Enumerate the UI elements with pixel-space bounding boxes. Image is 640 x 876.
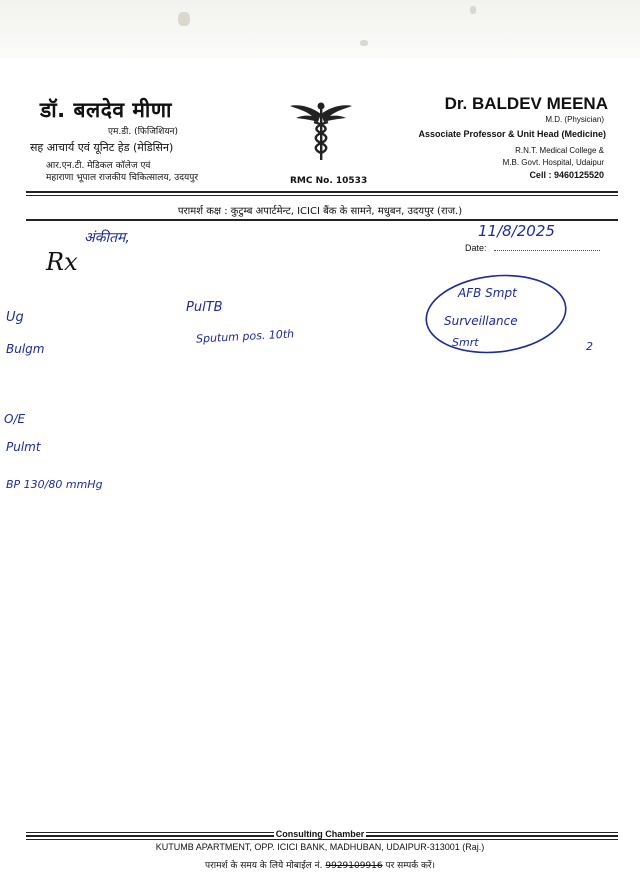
consulting-address-hindi: परामर्श कक्ष : कुटुम्ब अपार्टमेन्ट, ICICI बैंक के सामने, मधुबन, उदयपुर (राज.) <box>177 206 463 217</box>
header-rule-bottom <box>26 219 618 221</box>
consulting-chamber-label <box>0 829 640 839</box>
handwritten-note: PulTB <box>186 300 223 315</box>
handwritten-complaint: अंकीतम, <box>84 230 130 246</box>
date-line <box>494 250 600 251</box>
circled-advice-line: Smrt <box>452 336 479 349</box>
doctor-degree-hindi: एम.डी. (फिजिशियन) <box>108 127 179 137</box>
date-label: Date: <box>465 243 487 253</box>
handwritten-note: Sputum pos. 10th <box>195 327 295 346</box>
handwritten-note: Pulmt <box>6 440 41 454</box>
doctor-title-english: Associate Professor & Unit Head (Medicine) <box>418 129 606 139</box>
contact-prefix: परामर्श के समय के लिये मोबाईल नं. <box>204 861 326 871</box>
doctor-title-hindi: सह आचार्य एवं यूनिट हेड (मेडिसिन) <box>30 141 174 154</box>
circled-advice-line: Surveillance <box>444 314 518 328</box>
handwritten-note: Ug <box>6 310 24 325</box>
handwritten-note: BP 130/80 mmHg <box>6 478 103 491</box>
college-line1-hindi: आर.एन.टी. मेडिकल कॉलेज एवं <box>46 161 151 171</box>
footer-address-english: KUTUMB APARTMENT, OPP. ICICI BANK, MADHUBAN, UDAIPUR-313001 (Raj.) <box>155 842 485 852</box>
footer-contact-hindi <box>0 858 640 871</box>
rmc-number: RMC No. 10533 <box>290 176 368 186</box>
scan-edge <box>0 0 640 58</box>
contact-number: 9929109916 <box>325 861 383 871</box>
header-rule-top <box>26 191 618 193</box>
doctor-degree-english: M.D. (Physician) <box>545 115 604 124</box>
college-line1-english: R.N.T. Medical College & <box>515 146 604 155</box>
handwritten-date: 11/8/2025 <box>478 222 555 240</box>
caduceus-icon <box>288 96 354 162</box>
footer-rule-3 <box>26 839 618 840</box>
handwritten-note: Bulgm <box>6 342 45 356</box>
handwritten-note: O/E <box>4 412 26 426</box>
header-rule-top-thin <box>26 195 618 196</box>
circled-advice-outline <box>420 268 570 358</box>
circled-advice-line: AFB Smpt <box>458 286 517 300</box>
consulting-chamber-text: Consulting Chamber <box>275 829 365 839</box>
rx-symbol: Rx <box>46 248 78 276</box>
doctor-name-hindi: डॉ. बलदेव मीणा <box>40 98 172 122</box>
college-line2-hindi: महाराणा भूपाल राजकीय चिकित्सालय, उदयपुर <box>46 173 198 183</box>
margin-mark: 2 <box>586 340 593 353</box>
doctor-name-english: Dr. BALDEV MEENA <box>444 94 608 113</box>
cell-number: Cell : 9460125520 <box>529 170 604 180</box>
college-line2-english: M.B. Govt. Hospital, Udaipur <box>502 158 604 167</box>
contact-suffix: पर सम्पर्क करें। <box>382 861 435 871</box>
